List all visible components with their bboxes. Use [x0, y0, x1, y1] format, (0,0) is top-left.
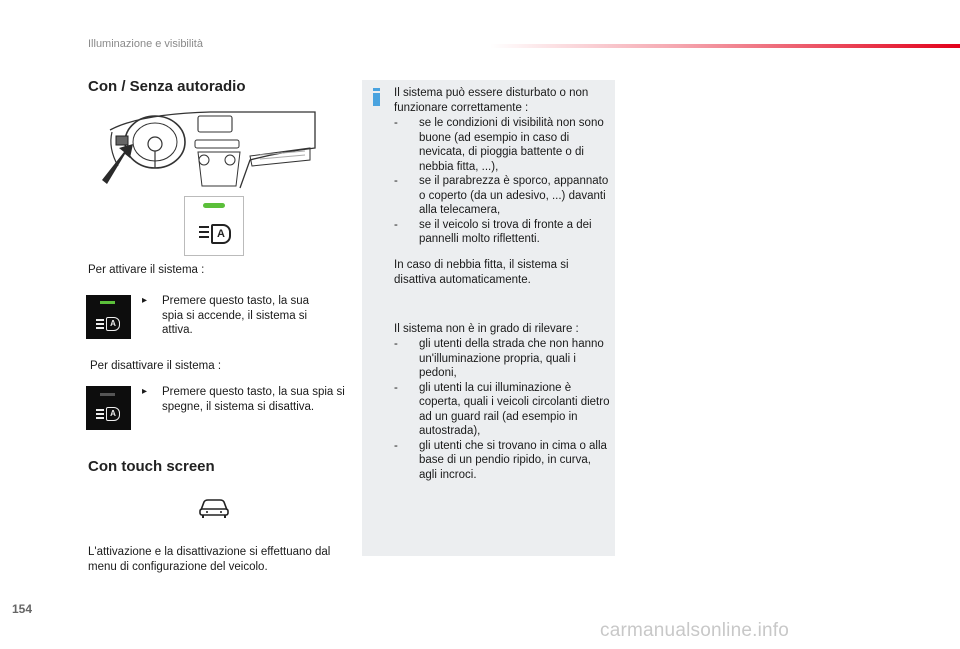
info-intro: Il sistema può essere disturbato o non funzionare correttamente : [394, 87, 589, 114]
list-item: - gli utenti la cui illuminazione è coperta, quali i veicoli circolanti dietro ad un guard rail (ad esempio in autostrada), [394, 381, 610, 437]
list-item: - se il parabrezza è sporco, appannato o coperto (da un adesivo, ...) davanti alla telecamera, [394, 175, 609, 216]
watermark: carmanualsonline.info [600, 620, 790, 641]
button-on-image [86, 295, 131, 339]
dashboard-illustration [100, 108, 320, 190]
page-number: 154 [12, 602, 33, 616]
auto-headlamp-icon: A [96, 407, 124, 423]
list-item: - gli utenti della strada che non hanno un'illuminazione propria, quali i pedoni, [394, 338, 604, 379]
deactivate-label: Per disattivare il sistema : [90, 360, 222, 372]
button-closeup [184, 196, 244, 256]
auto-headlamp-icon: A [96, 317, 124, 333]
arrow-bullet-icon: ▸ [142, 386, 148, 397]
detect-intro: Il sistema non è in grado di rilevare : [394, 323, 579, 335]
heading-touch-screen: Con touch screen [88, 458, 215, 475]
led-on-indicator [100, 301, 115, 304]
section-title: Illuminazione e visibilità [88, 38, 203, 50]
arrow-bullet-icon: ▸ [142, 295, 148, 306]
header-accent-line [490, 44, 960, 48]
activate-step: ▸ Premere questo tasto, la sua spia si accende, il sistema si attiva. [142, 295, 310, 336]
led-off-indicator [100, 393, 115, 396]
list-item: - se le condizioni di visibilità non sono buone (ad esempio in caso di nevicata, di pioggia battente o di nebbia fitta, ...), [394, 117, 604, 173]
touch-screen-text: L'attivazione e la disattivazione si effettuano dal menu di configurazione del veicolo. [88, 546, 331, 573]
button-off-image [86, 386, 131, 430]
deactivate-step: ▸ Premere questo tasto, la sua spia si spegne, il sistema si disattiva. [142, 386, 345, 413]
info-outro: In caso di nebbia fitta, il sistema si disattiva automaticamente. [394, 259, 569, 286]
info-list [394, 116, 612, 247]
list-item: - gli utenti che si trovano in cima o alla base di un pendio ripido, in curva, agli incroci. [394, 439, 607, 481]
activate-label: Per attivare il sistema : [88, 264, 205, 276]
led-on-indicator [203, 203, 225, 208]
car-icon [198, 496, 230, 520]
heading-radio: Con / Senza autoradio [88, 78, 246, 95]
detect-list [394, 337, 612, 482]
auto-headlamp-icon: A [199, 223, 229, 245]
list-item: - se il veicolo si trova di fronte a dei pannelli molto riflettenti. [394, 218, 592, 245]
info-icon [370, 88, 383, 106]
